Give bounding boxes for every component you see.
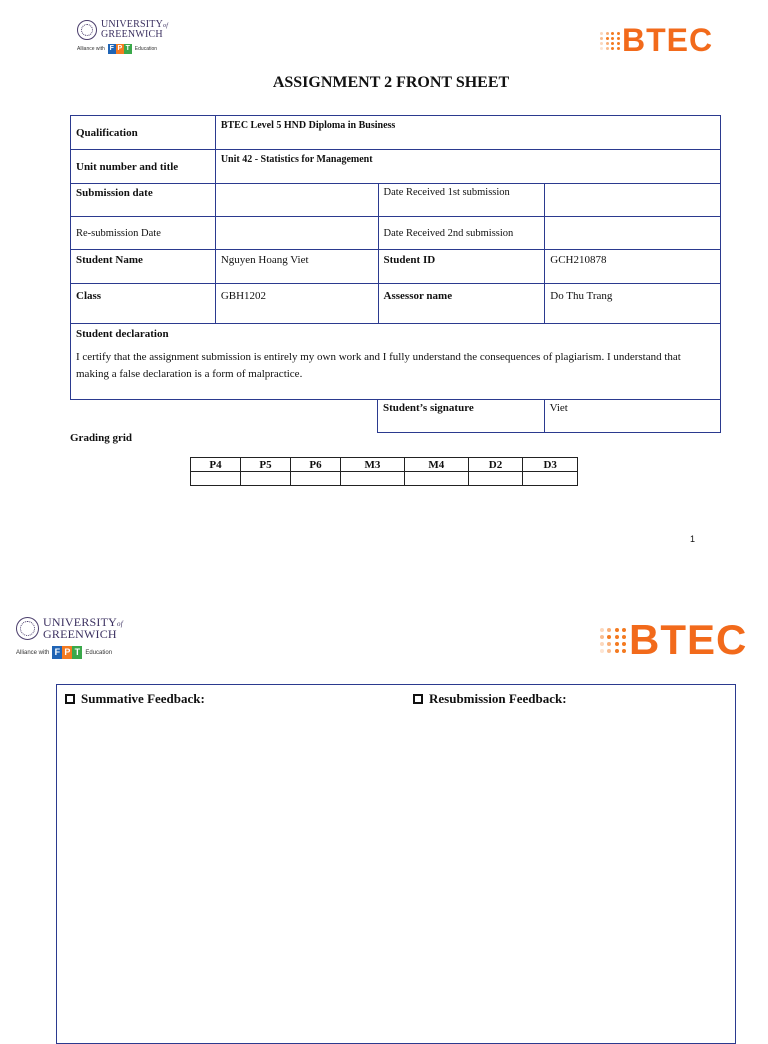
fpt-letter-f: F [52, 646, 62, 659]
unit-value: Unit 42 - Statistics for Management [215, 150, 720, 184]
btec-dots-icon [600, 32, 620, 50]
university-crest-icon [16, 617, 39, 640]
student-id-value: GCH210878 [545, 250, 721, 284]
grading-grid-label: Grading grid [70, 432, 133, 444]
submission-date-value[interactable] [215, 184, 378, 217]
university-of-greenwich-logo [77, 20, 168, 54]
logo-education-text: Education [134, 46, 158, 52]
page-gap [0, 562, 768, 588]
row-class [71, 284, 721, 324]
feedback-box [56, 684, 736, 1044]
logo-of-text: of [117, 620, 123, 628]
student-name-label: Student Name [71, 250, 216, 284]
page-title: ASSIGNMENT 2 FRONT SHEET [272, 74, 510, 91]
row-resubmission [71, 217, 721, 250]
qualification-value: BTEC Level 5 HND Diploma in Business [215, 116, 720, 150]
university-crest-icon [77, 20, 97, 40]
date-received-2-value[interactable] [545, 217, 721, 250]
assessor-value: Do Thu Trang [545, 284, 721, 324]
feedback-page [0, 588, 768, 1024]
row-qualification [71, 116, 721, 150]
class-label: Class [71, 284, 216, 324]
grade-header-m4: M4 [404, 458, 468, 472]
grade-header-d3: D3 [523, 458, 578, 472]
logo-greenwich-text: GREENWICH [43, 627, 117, 641]
signature-table [377, 399, 721, 433]
logo-university-text: UNIVERSITY [101, 19, 163, 30]
fpt-logo [108, 44, 132, 54]
summative-feedback-option[interactable] [65, 691, 205, 707]
fpt-letter-t: T [125, 45, 130, 52]
grading-value-row [191, 472, 578, 486]
logo-university-text: UNIVERSITY [43, 615, 117, 629]
declaration-text: I certify that the assignment submission is entirely my own work and I fully understand the consequences of plagiarism. I understand that making a false declaration is a form of malpractice. [76, 351, 681, 380]
btec-logo-2 [600, 616, 747, 664]
fpt-letter-t: T [72, 646, 82, 659]
student-id-label: Student ID [378, 250, 545, 284]
class-value: GBH1202 [215, 284, 378, 324]
assessor-label: Assessor name [378, 284, 545, 324]
grade-header-p6: P6 [291, 458, 341, 472]
declaration-heading: Student declaration [76, 328, 169, 340]
logo-alliance-text: Alliance with [16, 649, 50, 656]
grade-header-d2: D2 [468, 458, 523, 472]
grading-grid-table [190, 457, 578, 486]
btec-logo [600, 22, 713, 59]
declaration-cell [71, 324, 721, 400]
logo-of-text: of [163, 23, 169, 29]
date-received-1-label: Date Received 1st submission [378, 184, 545, 217]
signature-value[interactable]: Viet [544, 400, 720, 433]
btec-dots-icon [600, 628, 626, 653]
grade-header-p4: P4 [191, 458, 241, 472]
logo-greenwich-text: GREENWICH [101, 29, 163, 40]
fpt-letter-p: P [64, 647, 71, 657]
checkbox-icon[interactable] [413, 694, 423, 704]
row-student [71, 250, 721, 284]
row-submission [71, 184, 721, 217]
btec-wordmark: BTEC [622, 22, 714, 58]
unit-label: Unit number and title [71, 150, 216, 184]
grade-cell-p5[interactable] [241, 472, 291, 486]
grade-cell-m3[interactable] [341, 472, 405, 486]
page-number: 1 [690, 534, 696, 544]
date-received-2-label: Date Received 2nd submission [378, 217, 545, 250]
btec-wordmark: BTEC [629, 616, 748, 663]
signature-label: Student’s signature [378, 400, 545, 433]
university-of-greenwich-logo-2 [16, 616, 123, 659]
grading-header-row [191, 458, 578, 472]
logo-education-text: Education [85, 649, 113, 656]
front-sheet-table [70, 115, 721, 400]
resubmission-date-label: Re-submission Date [71, 217, 216, 250]
grade-cell-p4[interactable] [191, 472, 241, 486]
grade-header-m3: M3 [341, 458, 405, 472]
student-name-value: Nguyen Hoang Viet [215, 250, 378, 284]
qualification-label: Qualification [71, 116, 216, 150]
logo-alliance-text: Alliance with [77, 46, 105, 52]
grade-cell-d2[interactable] [468, 472, 523, 486]
submission-date-label: Submission date [71, 184, 216, 217]
grade-cell-d3[interactable] [523, 472, 578, 486]
row-unit [71, 150, 721, 184]
grade-cell-m4[interactable] [404, 472, 468, 486]
summative-feedback-label: Summative Feedback: [81, 691, 205, 706]
grade-cell-p6[interactable] [291, 472, 341, 486]
grade-header-p5: P5 [241, 458, 291, 472]
checkbox-icon[interactable] [65, 694, 75, 704]
resubmission-feedback-option[interactable] [413, 691, 567, 707]
row-declaration [71, 324, 721, 400]
fpt-letter-f: F [109, 45, 114, 52]
fpt-logo [52, 646, 82, 659]
fpt-letter-p: P [117, 45, 123, 52]
resubmission-date-value[interactable] [215, 217, 378, 250]
date-received-1-value[interactable] [545, 184, 721, 217]
resubmission-feedback-label: Resubmission Feedback: [429, 691, 567, 706]
